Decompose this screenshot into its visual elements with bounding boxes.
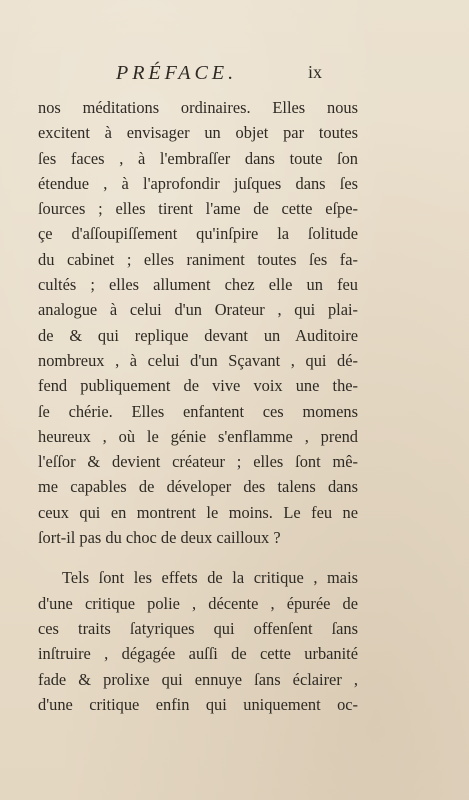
- text-line: Tels ſont les effets de la critique , mais: [62, 568, 358, 588]
- text-line: d'une critique enfin qui uniquement oc-: [38, 694, 358, 714]
- text-line: étendue , à l'aprofondir juſques dans ſes: [38, 173, 358, 193]
- page-number: ix: [308, 62, 323, 82]
- text-line: ces traits ſatyriques qui offenſent ſans: [38, 618, 358, 638]
- text-line: me capables de déveloper des talens dans: [38, 477, 358, 497]
- text-line: l'eſſor & devient créateur ; elles ſont mê-: [38, 452, 358, 472]
- text-line: heureux , où le génie s'enflamme , prend: [38, 426, 358, 446]
- text-line: inſtruire , dégagée auſſi de cette urbanité: [38, 644, 358, 664]
- text-line: d'une critique polie , décente , épurée de: [38, 593, 358, 613]
- running-head: PRÉFACE.: [116, 62, 238, 84]
- text-line: nos méditations ordinaires. Elles nous: [38, 98, 358, 117]
- text-line: nombreux , à celui d'un Sçavant , qui dé-: [38, 350, 358, 370]
- text-line: ſources ; elles tirent l'ame de cette eſpe-: [38, 199, 358, 219]
- body-text: [38, 95, 358, 717]
- text-line: excitent à envisager un objet par toutes: [38, 123, 358, 143]
- text-line: cultés ; elles allument chez elle un feu: [38, 275, 358, 295]
- text-line: du cabinet ; elles raniment toutes ſes fa-: [38, 249, 358, 269]
- text-line: çe d'aſſoupiſſement qu'inſpire la ſolitude: [38, 224, 358, 244]
- paragraph-gap: [38, 550, 358, 565]
- text-line: ceux qui en montrent le moins. Le feu ne: [38, 502, 358, 522]
- text-line: analogue à celui d'un Orateur , qui plai-: [38, 300, 358, 320]
- text-line: fade & prolixe qui ennuye ſans éclairer ,: [38, 669, 358, 689]
- text-line: ſort-il pas du choc de deux cailloux ?: [38, 528, 281, 548]
- text-line: fend publiquement de vive voix une the-: [38, 376, 358, 396]
- paragraph-1: [38, 95, 358, 550]
- paragraph-2: [38, 565, 358, 717]
- text-line: ſes faces , à l'embraſſer dans toute ſon: [38, 148, 358, 168]
- text-line: de & qui replique devant un Auditoire: [38, 325, 358, 345]
- text-line: ſe chérie. Elles enfantent ces momens: [38, 401, 358, 421]
- page-header: [0, 62, 469, 92]
